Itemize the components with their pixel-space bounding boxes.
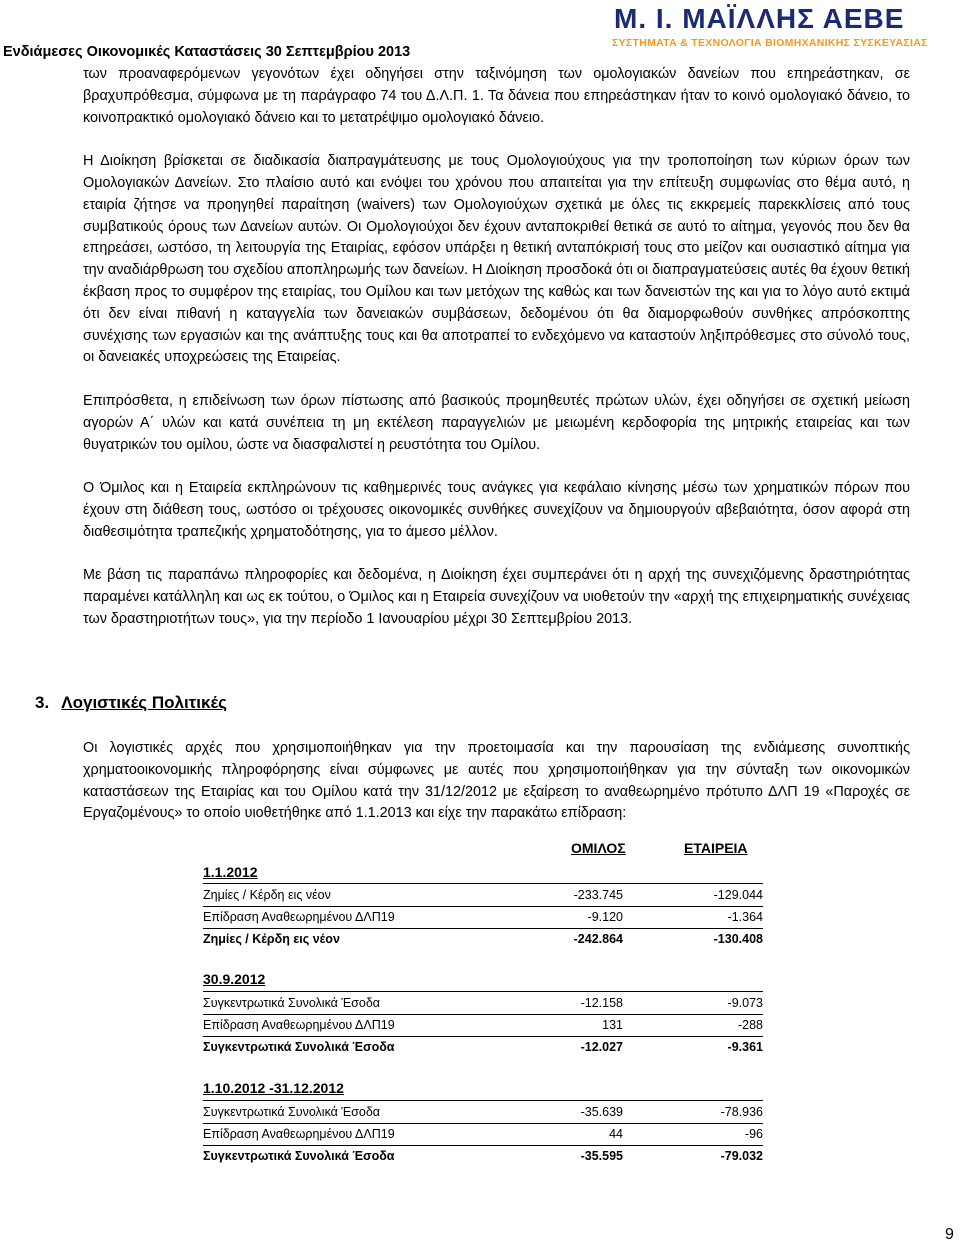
table-row	[203, 1149, 763, 1169]
table-row	[203, 1127, 763, 1147]
table-rule	[203, 906, 763, 907]
paragraph: Επιπρόσθετα, η επιδείνωση των όρων πίστωσης από βασικούς προμηθευτές πρώτων υλών, έχει οδηγήσει σε σχετική μείωση αγορών Α΄ υλών και κατά συνέπεια τη μη εκτέλεση παραγγελιών με μειωμένη κερδοφορία της μητρικής εταιρείας και των θυγατρικών του ομίλου, ώστε να διασφαλιστεί η ρευστότητα του Ομίλου.	[83, 392, 910, 453]
row-label: Συγκεντρωτικά Συνολικά Έσοδα	[203, 1149, 395, 1163]
company-value: -9.073	[727, 996, 763, 1010]
group-value: 131	[602, 1018, 623, 1032]
row-label: Συγκεντρωτικά Συνολικά Έσοδα	[203, 996, 381, 1010]
company-value: -79.032	[720, 1149, 763, 1163]
company-value: -130.408	[713, 932, 763, 946]
table-row	[203, 1040, 763, 1060]
table-rule	[203, 1036, 763, 1037]
group-value: -12.158	[580, 996, 623, 1010]
company-value: -96	[744, 1127, 763, 1141]
period-heading: 1.10.2012 -31.12.2012	[203, 1080, 344, 1096]
section-intro: Οι λογιστικές αρχές που χρησιμοποιήθηκαν για την προετοιμασία και την παρουσίαση της ενδιάμεσης συνοπτικής χρηματοοικονομικής πληροφόρησης είναι σύμφωνες με αυτές που χρησιμοποιήθηκαν για την σύνταξη των οικονομικών καταστάσεων της Εταιρίας και του Ομίλου κατά την 31/12/2012 με εξαίρεση το αναθεωρημένο πρότυπο ΔΛΠ 19 «Παροχές σε Εργαζομένους» το οποίο υιοθετήθηκε από 1.1.2013 και είχε την παρακάτω επίδραση:	[83, 740, 910, 822]
section-heading	[35, 693, 227, 713]
table-row	[203, 1105, 763, 1125]
row-label: Ζημίες / Κέρδη εις νέον	[203, 888, 331, 902]
group-value: -35.639	[580, 1105, 623, 1119]
group-value: -35.595	[580, 1149, 623, 1163]
table-row	[203, 996, 763, 1016]
column-header-group: ΟΜΙΛΟΣ	[571, 840, 626, 856]
group-value: -9.120	[587, 910, 623, 924]
logo-name: Μ. Ι. ΜΑΪΛΛΗΣ ΑΕΒΕ	[614, 3, 905, 34]
paragraph: Η Διοίκηση βρίσκεται σε διαδικασία διαπραγμάτευσης με τους Ομολογιούχους για την τροποποίηση των κύριων όρων των Ομολογιακών Δανείων. Στο πλαίσιο αυτό και ενόψει του χρόνου που απαιτείται για την επίτευξη συμφωνίας στο θέμα αυτό, η εταιρία ζήτησε να προηγηθεί παραίτηση (waivers) των Ομολογιούχων σχετικά με όλες τις εκκρεμείς παρεκκλίσεις από τους συμβατικούς όρους των Δανείων αυτών. Οι Ομολογιούχοι δεν έχουν ανταποκριθεί θετικά σε αυτό το αίτημα, γεγονός που δεν θα επηρεάσει, ωστόσο, τη λειτουργία της Εταιρίας, εφόσον υπάρξει η θετική ανταπόκρισή τους στο μείζον και ουσιαστικό αίτημα για την αναδιάρθρωση του σχεδίου αποπληρωμής των δανείων. Η Διοίκηση προσδοκά ότι οι διαπραγματεύσεις αυτές θα έχουν θετική έκβαση προς το συμφέρον της εταιρίας, του Ομίλου και των μετόχων της καθώς και των δανειστών της και για το λόγο αυτό εκτιμά ότι δεν είναι πιθανή η καταγγελία των δανειακών συμβάσεων, δεδομένου ότι θα διαμορφωθούν συνθήκες απρόσκοπτης συνέχισης των εργασιών και της ανάπτυξης τους και θα αποτραπεί το ενδεχόμενο να καταστούν ληξιπρόθεσμες στο σύνολό τους, οι δανειακές υποχρεώσεις της Εταιρείας.	[83, 153, 910, 366]
group-value: -242.864	[573, 932, 623, 946]
table-row	[203, 910, 763, 930]
table-rule	[203, 883, 763, 884]
table-rule	[203, 991, 763, 992]
row-label: Συγκεντρωτικά Συνολικά Έσοδα	[203, 1040, 395, 1054]
row-label: Ζημίες / Κέρδη εις νέον	[203, 932, 340, 946]
page-header-title: Ενδιάμεσες Οικονομικές Καταστάσεις 30 Σεπτεμβρίου 2013	[3, 44, 411, 60]
paragraph: Με βάση τις παραπάνω πληροφορίες και δεδομένα, η Διοίκηση έχει συμπεράνει ότι η αρχή της συνεχιζόμενης δραστηριότητας παραμένει κατάλληλη και ως εκ τούτου, ο Όμιλος και η Εταιρεία συνεχίζουν να υιοθετούν την «αρχή της επιχειρηματικής συνέχειας των δραστηριοτήτων τους», για την περίοδο 1 Ιανουαρίου μέχρι 30 Σεπτεμβρίου 2013.	[83, 567, 910, 627]
table-rule	[203, 928, 763, 929]
table-row	[203, 888, 763, 908]
section-body	[83, 738, 910, 847]
paragraph: των προαναφερόμενων γεγονότων έχει οδηγήσει στην ταξινόμηση των ομολογιακών δανείων που επηρεάστηκαν, σε βραχυπρόθεσμα, σύμφωνα με τη παράγραφο 74 του Δ.Λ.Π. 1. Τα δάνεια που επηρεάστηκαν ήταν το κοινό ομολογιακό δάνειο, το κοινοπρακτικό ομολογιακό δάνειο και το μετατρέψιμο ομολογιακό δάνειο.	[83, 66, 910, 126]
row-label: Επίδραση Αναθεωρημένου ΔΛΠ19	[203, 1018, 395, 1032]
document-body	[83, 64, 910, 653]
table-rule	[203, 1145, 763, 1146]
group-value: 44	[609, 1127, 623, 1141]
paragraph: Ο Όμιλος και η Εταιρεία εκπληρώνουν τις καθημερινές τους ανάγκες για κεφάλαιο κίνησης μέσω των χρηματικών πόρων που έχουν στη διάθεση τους, ωστόσο οι τρέχουσες οικονομικές συνθήκες συνεχίζουν να δημιουργούν αβεβαιότητα, όσον αφορά στη διαθεσιμότητα τραπεζικής χρηματοδότησης, για το άμεσο μέλλον.	[83, 480, 910, 540]
group-value: -12.027	[580, 1040, 623, 1054]
group-value: -233.745	[573, 888, 623, 902]
company-value: -129.044	[713, 888, 763, 902]
table-row	[203, 1018, 763, 1038]
company-value: -288	[737, 1018, 763, 1032]
company-value: -78.936	[720, 1105, 763, 1119]
table-rule	[203, 1123, 763, 1124]
company-logo	[612, 4, 960, 50]
row-label: Επίδραση Αναθεωρημένου ΔΛΠ19	[203, 1127, 395, 1141]
row-label: Επίδραση Αναθεωρημένου ΔΛΠ19	[203, 910, 395, 924]
section-number: 3.	[35, 693, 50, 712]
table-row	[203, 932, 763, 952]
page-number: 9	[945, 1226, 954, 1243]
period-heading: 30.9.2012	[203, 971, 266, 987]
logo-tagline: ΣΥΣΤΗΜΑΤΑ & ΤΕΧΝΟΛΟΓΙΑ ΒΙΟΜΗΧΑΝΙΚΗΣ ΣΥΣΚΕΥΑΣΙΑΣ	[612, 37, 928, 49]
company-value: -1.364	[727, 910, 763, 924]
row-label: Συγκεντρωτικά Συνολικά Έσοδα	[203, 1105, 381, 1119]
period-heading: 1.1.2012	[203, 864, 258, 880]
table-rule	[203, 1100, 763, 1101]
table-rule	[203, 1014, 763, 1015]
company-value: -9.361	[727, 1040, 763, 1054]
section-title: Λογιστικές Πολιτικές	[61, 693, 227, 712]
column-header-company: ΕΤΑΙΡΕΙΑ	[684, 840, 748, 856]
